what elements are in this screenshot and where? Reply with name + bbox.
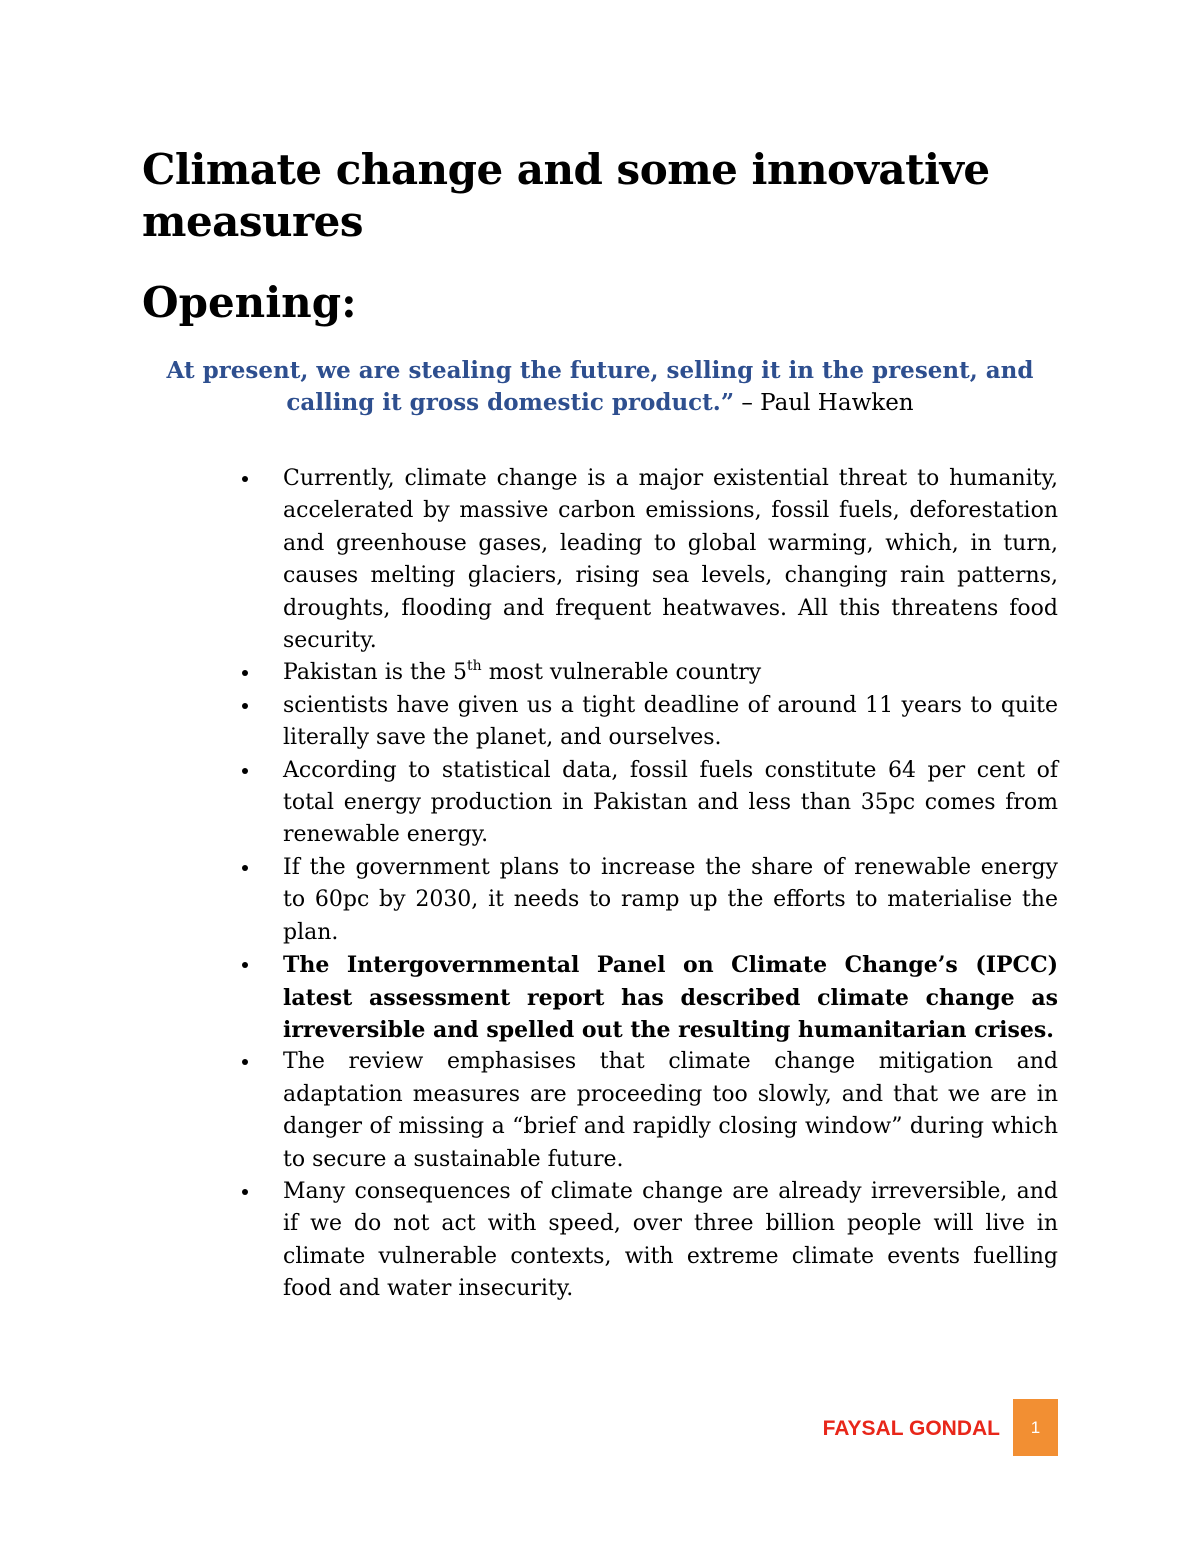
bullet-icon <box>242 1059 248 1065</box>
page-title: Climate change and some innovative measures <box>142 145 990 246</box>
list-item-text: According to statistical data, fossil fuels constitute 64 per cent of total energy production in Pakistan and less than 35pc comes from renewable energy. <box>283 757 1058 848</box>
quote-text: At present, we are stealing the future, selling it in the present, and calling it gross domestic product.” <box>166 357 1034 416</box>
page-number-badge <box>1013 1399 1058 1456</box>
list-item <box>283 1046 1058 1176</box>
bullet-icon <box>242 865 248 871</box>
bullet-list <box>283 463 1058 1306</box>
list-item-text: scientists have given us a tight deadline of around 11 years to quite literally save the planet, and ourselves. <box>283 692 1058 751</box>
bullet-icon <box>242 670 248 676</box>
list-item-text: Currently, climate change is a major existential threat to humanity, accelerated by massive carbon emissions, fossil fuels, deforestation and greenhouse gases, leading to global warming, which, in turn, causes melting glaciers, rising sea levels, changing rain patterns, droughts, flooding and frequent heatwaves. All this threatens food security. <box>283 466 1058 654</box>
list-item <box>283 657 1058 689</box>
list-item <box>283 949 1058 1046</box>
list-item-text: If the government plans to increase the share of renewable energy to 60pc by 2030, it needs to ramp up the efforts to materialise the plan. <box>283 854 1058 945</box>
list-item-text: Pakistan is the 5 <box>283 660 468 686</box>
list-item-text: Many consequences of climate change are already irreversible, and if we do not act with speed, over three billion people will live in climate vulnerable contexts, with extreme climate events fuelling food and water insecurity. <box>283 1178 1058 1302</box>
list-item-text: The review emphasises that climate change mitigation and adaptation measures are proceeding too slowly, and that we are in danger of missing a “brief and rapidly closing window” during which to secure a sustainable future. <box>283 1049 1058 1172</box>
bullet-icon <box>242 768 248 774</box>
bullet-icon <box>242 703 248 709</box>
list-item-text: The Intergovernmental Panel on Climate Change’s (IPCC) latest assessment report has described climate change as irreversible and spelled out the resulting humanitarian crises. <box>283 952 1058 1043</box>
list-item-text: most vulnerable country <box>481 660 762 686</box>
list-item <box>283 463 1058 657</box>
quote-author: – Paul Hawken <box>734 390 914 416</box>
opening-heading: Opening: <box>142 278 357 327</box>
list-item <box>283 1176 1058 1306</box>
opening-quote <box>142 355 1058 419</box>
bullet-icon <box>242 1189 248 1195</box>
page-number: 1 <box>1030 1417 1041 1437</box>
list-item <box>283 852 1058 949</box>
bullet-icon <box>242 962 248 968</box>
list-item <box>283 690 1058 755</box>
superscript: th <box>467 658 482 675</box>
list-item <box>283 755 1058 852</box>
footer-author: FAYSAL GONDAL <box>822 1417 1000 1440</box>
bullet-icon <box>242 476 248 482</box>
